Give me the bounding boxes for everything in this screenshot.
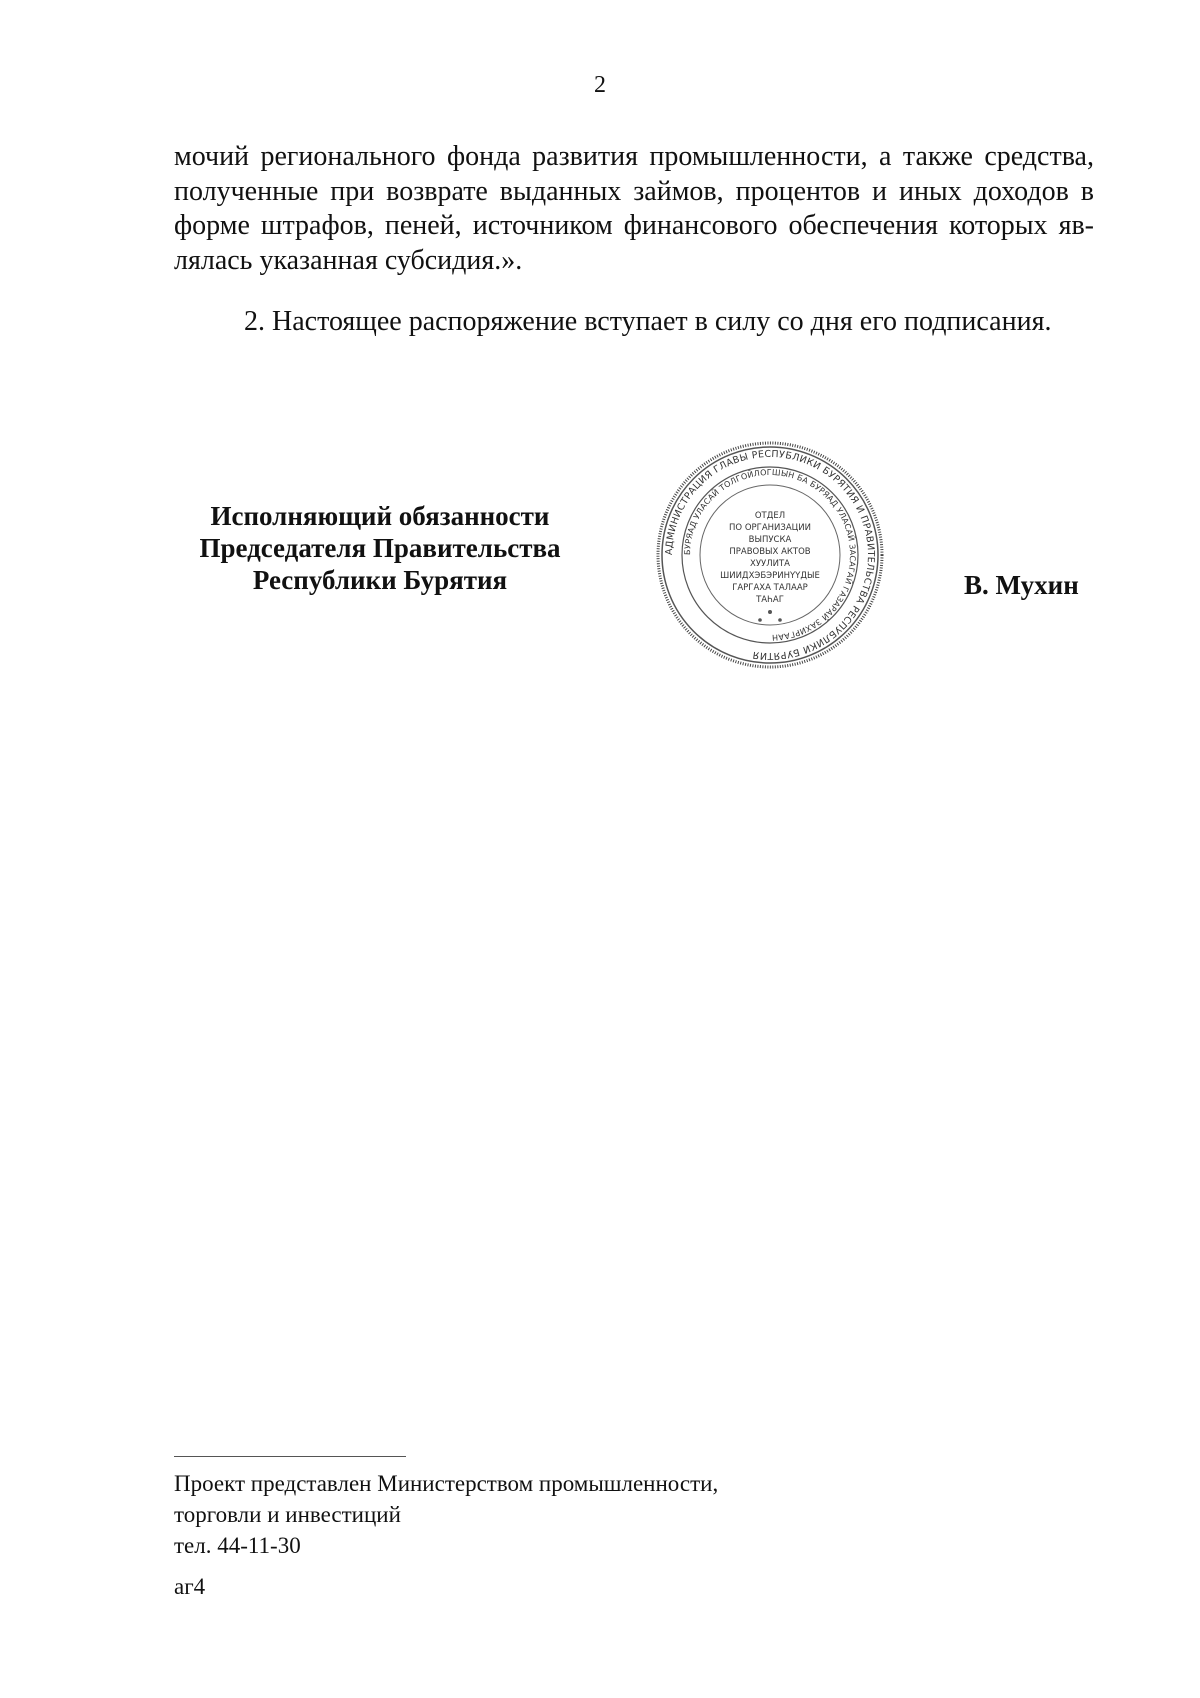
document-code: аг4	[174, 1574, 206, 1599]
signer-title-line: Исполняющий обязанности	[210, 501, 550, 531]
signer-title	[170, 500, 590, 596]
seal-center-line: ОТДЕЛ	[754, 511, 786, 521]
page-number: 2	[594, 72, 606, 98]
footnote	[174, 1468, 718, 1561]
seal-center-line: ХУУЛИТА	[750, 559, 790, 569]
seal-star-icon	[768, 610, 772, 614]
seal-center-line: ПО ОРГАНИЗАЦИИ	[729, 523, 811, 533]
official-seal	[655, 440, 885, 670]
footnote-phone: тел. 44-11-30	[174, 1533, 301, 1558]
paragraph-1-line: лялась указанная субсидия.».	[174, 244, 523, 276]
seal-center-line: ШИИДХЭБЭРИНҮҮДЫЕ	[720, 571, 820, 581]
footnote-line: торговли и инвестиций	[174, 1502, 401, 1527]
seal-star-icon	[778, 618, 782, 622]
signer-name: В. Мухин	[964, 570, 1079, 600]
paragraph-1-line: мочий регионального фонда развития промышленности, а также средства,	[174, 141, 1094, 172]
seal-star-icon	[758, 618, 762, 622]
footnote-line: Проект представлен Министерством промышленности,	[174, 1471, 719, 1496]
paragraph-1-line: форме штрафов, пеней, источником финансового обеспечения которых яв-	[174, 210, 1094, 241]
paragraph-2: 2. Настоящее распоряжение вступает в силу со дня его подписания.	[244, 306, 1052, 337]
footnote-divider	[174, 1456, 406, 1457]
signer-title-line: Республики Бурятия	[252, 565, 508, 595]
paragraph-1-line: полученные при возврате выданных займов, процентов и иных доходов в	[174, 175, 1094, 207]
seal-outer-ring: АДМИНИСТРАЦИЯ ГЛАВЫ РЕСПУБЛИКИ БУРЯТИЯ И ПРАВИТЕЛЬСТВА РЕСПУБЛИКИ БУРЯТИЯ	[663, 448, 877, 662]
seal-center-line: ВЫПУСКА	[748, 535, 792, 545]
seal-center-line: ПРАВОВЫХ АКТОВ	[729, 547, 811, 557]
paragraph-1	[174, 140, 1094, 278]
seal-center-line: ГАРГАХА ТАЛААР	[732, 583, 808, 593]
signer-title-line: Председателя Правительства	[199, 533, 561, 563]
seal-center-line: ТАҺАГ	[756, 595, 784, 605]
seal-inner-ring: БУРЯАД УЛАСАЙ ТОЛГОЙЛОГШЫН БА БУРЯАД УЛАСАЙ ЗАСАГАЙ ГАЗАРАЙ ЗАХИРГААН	[682, 467, 858, 643]
